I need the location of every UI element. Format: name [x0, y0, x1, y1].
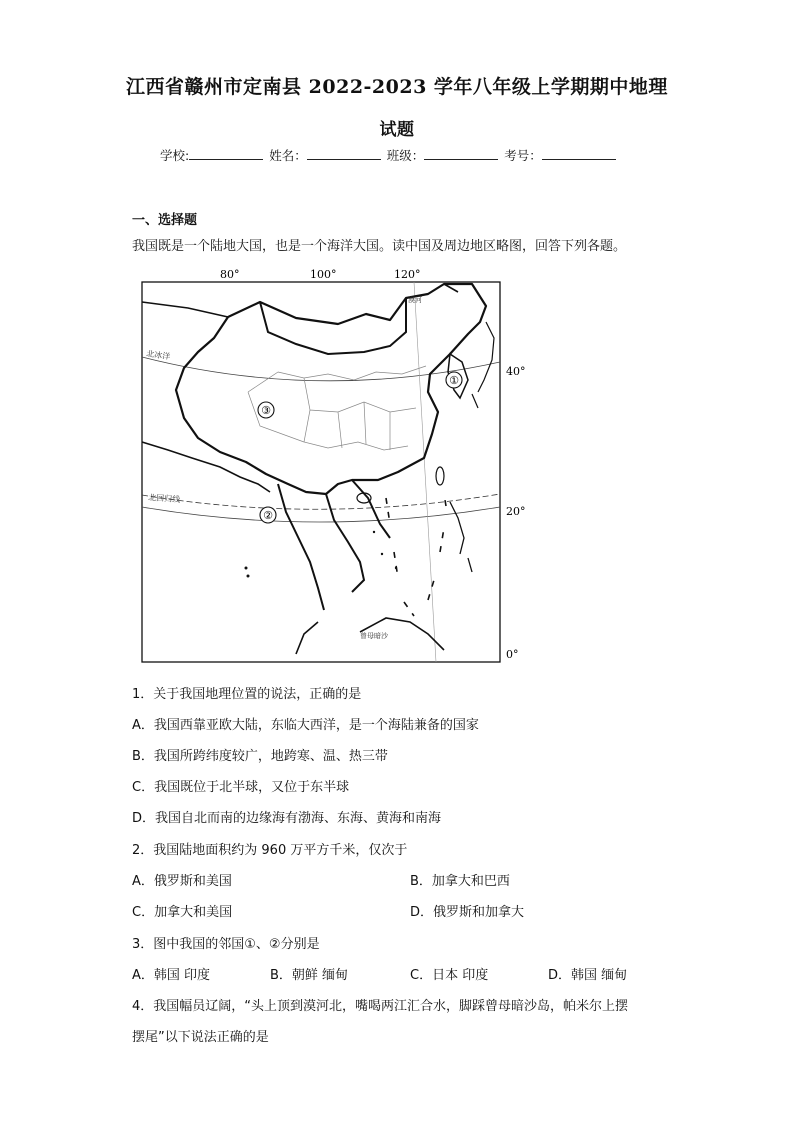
document-title-line1: 江西省赣州市定南县 2022-2023 学年八年级上学期期中地理 [126, 76, 668, 98]
q2-option-d[interactable]: D．俄罗斯和加拿大 [410, 905, 525, 920]
q1-option-c[interactable]: C．我国既位于北半球，又位于东半球 [132, 780, 350, 795]
q2-stem: 2．我国陆地面积约为 960 万平方千米，仅次于 [132, 843, 408, 858]
marker-2: ② [263, 509, 273, 522]
school-label: 学校: [160, 148, 190, 163]
map-frame [142, 282, 500, 662]
city-label: 漠河 [408, 296, 422, 304]
island-dot [247, 575, 250, 578]
q1-option-d[interactable]: D．我国自北而南的边缘海有渤海、东海、黄海和南海 [132, 811, 442, 826]
class-blank[interactable] [424, 147, 498, 160]
q2-option-c[interactable]: C．加拿大和美国 [132, 905, 233, 920]
island-dot [373, 531, 375, 533]
arctic-label: 北冰洋 [145, 349, 171, 362]
marker-3: ③ [261, 404, 271, 417]
island-dot [395, 567, 397, 569]
q1-option-a[interactable]: A．我国西靠亚欧大陆，东临大西洋，是一个海陆兼备的国家 [132, 718, 479, 733]
nine-dash-line [386, 494, 446, 616]
q1-option-b[interactable]: B．我国所跨纬度较广，地跨寒、温、热三带 [132, 749, 388, 764]
india-outline [142, 442, 270, 492]
student-info-row [160, 146, 618, 164]
tropic-label: 北回归线 [147, 493, 181, 505]
document-title-line2: 试题 [379, 120, 415, 140]
q2-option-b[interactable]: B．加拿大和巴西 [410, 874, 510, 889]
china-map-figure [128, 262, 540, 664]
lon-label-80: 80° [220, 268, 240, 281]
q4-stem-line2: 摆尾”以下说法正确的是 [132, 1030, 269, 1045]
island-dot [245, 567, 248, 570]
indochina-outline [278, 480, 390, 610]
number-blank[interactable] [542, 147, 616, 160]
q3-option-d[interactable]: D．韩国 缅甸 [548, 968, 628, 983]
q3-option-b[interactable]: B．朝鲜 缅甸 [270, 968, 349, 983]
section-heading: 一、选择题 [132, 213, 198, 228]
taiwan-island [436, 467, 444, 485]
marker-1: ① [449, 374, 459, 387]
q4-stem-line1: 4．我国幅员辽阔，“头上顶到漠河北，嘴喝两江汇合水，脚踩曾母暗沙岛，帕米尔上摆 [132, 999, 629, 1014]
school-blank[interactable] [189, 147, 263, 160]
q3-option-c[interactable]: C．日本 印度 [410, 968, 489, 983]
class-label: 班级： [386, 148, 425, 163]
lat-label-0: 0° [506, 648, 519, 661]
lat-label-20: 20° [506, 505, 526, 518]
shoal-label: 曾母暗沙 [360, 632, 388, 640]
parallel-20 [142, 507, 500, 522]
lon-label-120: 120° [394, 268, 421, 281]
japan-islands [472, 322, 494, 408]
number-label: 考号： [504, 148, 542, 163]
intro-text: 我国既是一个陆地大国，也是一个海洋大国。读中国及周边地区略图，回答下列各题。 [132, 239, 627, 254]
q2-option-a[interactable]: A．俄罗斯和美国 [132, 874, 232, 889]
mongolia-border [260, 298, 406, 354]
q3-stem: 3．图中我国的邻国①、②分别是 [132, 937, 320, 952]
island-dot [381, 553, 383, 555]
meridian-120 [414, 282, 436, 662]
name-label: 姓名： [269, 148, 307, 163]
name-blank[interactable] [307, 147, 381, 160]
lon-label-100: 100° [310, 268, 337, 281]
lat-label-40: 40° [506, 365, 526, 378]
q1-stem: 1．关于我国地理位置的说法，正确的是 [132, 687, 362, 702]
q3-option-a[interactable]: A．韩国 印度 [132, 968, 211, 983]
tropic-line [142, 494, 500, 509]
